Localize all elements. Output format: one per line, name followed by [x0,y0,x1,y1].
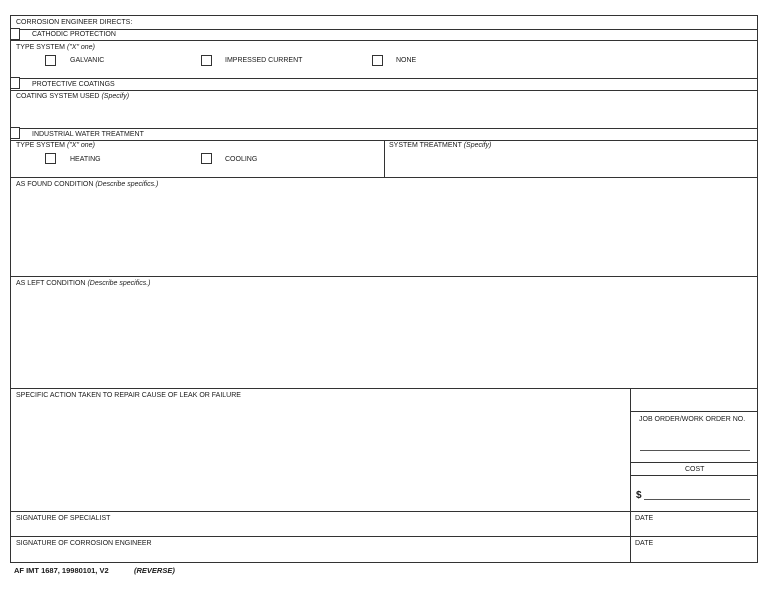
water-treatment-title: INDUSTRIAL WATER TREATMENT [32,131,144,138]
impressed-current-checkbox[interactable] [201,55,212,66]
divider [10,40,758,41]
divider [630,475,758,476]
protective-coatings-title: PROTECTIVE COATINGS [32,81,115,88]
impressed-current-label: IMPRESSED CURRENT [225,57,303,64]
heating-label: HEATING [70,156,101,163]
water-treatment-checkbox[interactable] [10,127,20,139]
specific-action-label: SPECIFIC ACTION TAKEN TO REPAIR CAUSE OF LEAK OR FAILURE [16,392,241,399]
cooling-label: COOLING [225,156,258,163]
cathodic-type-label: TYPE SYSTEM ("X" one) [16,44,95,51]
cathodic-protection-title: CATHODIC PROTECTION [32,31,116,38]
divider [630,462,758,463]
divider [10,78,758,79]
as-found-field[interactable] [11,192,757,275]
as-left-field[interactable] [11,291,757,387]
form-id: AF IMT 1687, 19980101, V2 [14,566,109,575]
divider [10,177,758,178]
as-left-label: AS LEFT CONDITION (Describe specifics.) [16,280,151,287]
specific-action-field[interactable] [11,403,629,511]
galvanic-checkbox[interactable] [45,55,56,66]
currency-symbol: $ [636,490,642,501]
divider [10,511,758,512]
job-order-input[interactable] [640,450,750,451]
divider [10,90,758,91]
date-label: DATE [635,515,654,522]
heating-checkbox[interactable] [45,153,56,164]
water-type-label: TYPE SYSTEM ("X" one) [16,142,95,149]
as-found-label: AS FOUND CONDITION (Describe specifics.) [16,181,159,188]
divider [10,128,758,129]
signature-engineer-label: SIGNATURE OF CORROSION ENGINEER [16,540,152,547]
signature-specialist-label: SIGNATURE OF SPECIALIST [16,515,111,522]
divider [10,29,758,30]
cost-label: COST [685,466,705,473]
date-label: DATE [635,540,654,547]
divider [10,536,758,537]
cost-input[interactable] [644,499,750,500]
cathodic-protection-checkbox[interactable] [10,28,20,40]
none-checkbox[interactable] [372,55,383,66]
cooling-checkbox[interactable] [201,153,212,164]
divider [384,140,385,177]
corrosion-header: CORROSION ENGINEER DIRECTS: [16,19,133,26]
job-order-label: JOB ORDER/WORK ORDER NO. [639,416,746,423]
protective-coatings-checkbox[interactable] [10,77,20,89]
coating-system-label: COATING SYSTEM USED (Specify) [16,93,130,100]
divider [10,388,758,389]
reverse-label: (REVERSE) [134,566,175,575]
none-label: NONE [396,57,417,64]
system-treatment-label: SYSTEM TREATMENT (Specify) [389,142,492,149]
divider [630,411,758,412]
divider [10,276,758,277]
galvanic-label: GALVANIC [70,57,105,64]
